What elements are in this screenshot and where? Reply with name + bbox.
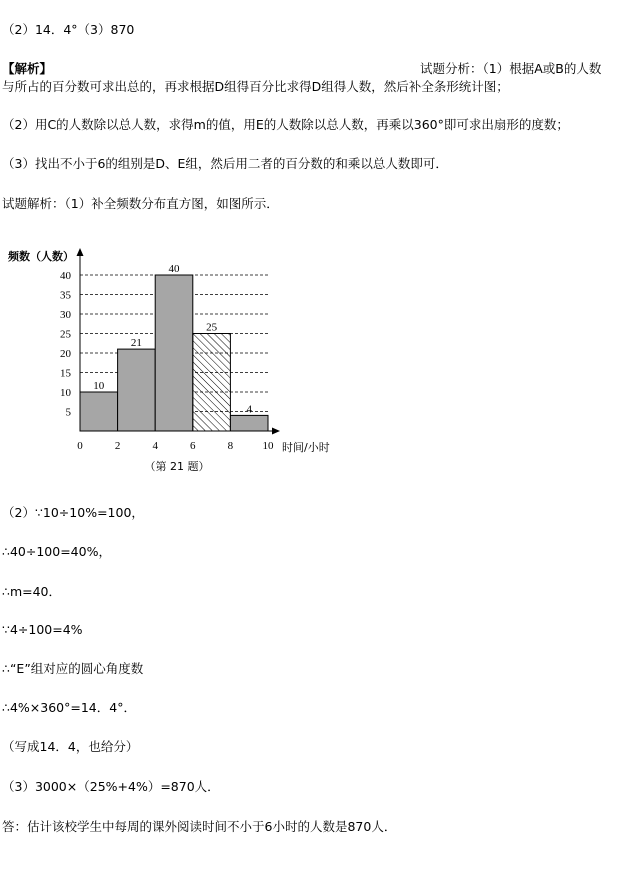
bar-value-label: 4 bbox=[246, 403, 252, 416]
step-9: 答：估计该校学生中每周的课外阅读时间不小于6小时的人数是870人． bbox=[2, 819, 397, 834]
y-tick-label: 20 bbox=[60, 348, 71, 360]
step-6: ∴4%×360°=14．4°． bbox=[2, 700, 136, 715]
step-8: （3）3000×（25%+4%）=870人． bbox=[2, 779, 220, 794]
x-tick-label: 10 bbox=[262, 440, 274, 452]
analysis-intro: 试题分析：（1）根据A或B的人数 bbox=[420, 61, 602, 76]
bar-2-4 bbox=[118, 349, 156, 431]
y-axis-title: 频数（人数） bbox=[8, 250, 74, 263]
bar-value-label: 21 bbox=[130, 337, 142, 350]
step-3: ∴m=40． bbox=[2, 584, 62, 599]
bar-value-label: 25 bbox=[206, 321, 218, 334]
step-1: （2）∵10÷10%=100， bbox=[2, 505, 144, 520]
analysis-line-1: 与所占的百分数可求出总的，再求根据D组得百分比求得D组得人数，然后补全条形统计图； bbox=[2, 79, 509, 94]
x-tick-label: 6 bbox=[190, 440, 196, 452]
bar-8-10 bbox=[230, 415, 268, 431]
bar-value-label: 10 bbox=[93, 380, 105, 392]
frequency-histogram bbox=[0, 240, 360, 480]
x-axis-title: 时间/小时 bbox=[282, 441, 330, 454]
solution-intro: 试题解析：（1）补全频数分布直方图，如图所示． bbox=[2, 196, 279, 211]
analysis-label: 【解析】 bbox=[2, 61, 53, 76]
bars bbox=[80, 275, 268, 431]
bar-6-8 bbox=[193, 334, 231, 432]
bar-value-label: 40 bbox=[168, 263, 180, 275]
x-tick-label: 8 bbox=[227, 440, 234, 452]
y-tick-label: 35 bbox=[60, 289, 71, 302]
analysis-line-3: （3）找出不小于6的组别是D、E组，然后用二者的百分数的和乘以总人数即可． bbox=[2, 156, 448, 171]
x-tick-label: 2 bbox=[114, 440, 121, 452]
answer-line: （2）14．4°（3）870 bbox=[2, 22, 135, 37]
y-tick-label: 10 bbox=[60, 387, 71, 399]
y-tick-label: 40 bbox=[60, 270, 71, 282]
step-7: （写成14．4，也给分） bbox=[2, 739, 139, 754]
y-tick-label: 25 bbox=[60, 328, 71, 341]
chart-caption: （第 21 题） bbox=[144, 460, 210, 473]
step-2: ∴40÷100=40%， bbox=[2, 544, 111, 559]
bar-0-2 bbox=[80, 392, 118, 431]
analysis-line-2: （2）用C的人数除以总人数，求得m的值，用E的人数除以总人数，再乘以360°即可求出扇形的度数； bbox=[2, 117, 569, 132]
bar-4-6 bbox=[155, 275, 193, 431]
y-tick-label: 5 bbox=[65, 406, 71, 419]
y-axis-arrow bbox=[77, 248, 84, 256]
x-axis-arrow bbox=[272, 428, 280, 435]
step-4: ∵4÷100=4% bbox=[2, 622, 83, 637]
y-tick-label: 30 bbox=[60, 309, 71, 321]
x-tick-label: 4 bbox=[152, 440, 158, 452]
x-tick-label: 0 bbox=[77, 440, 83, 452]
y-tick-label: 15 bbox=[60, 367, 71, 380]
step-5: ∴“E”组对应的圆心角度数 bbox=[2, 661, 144, 676]
